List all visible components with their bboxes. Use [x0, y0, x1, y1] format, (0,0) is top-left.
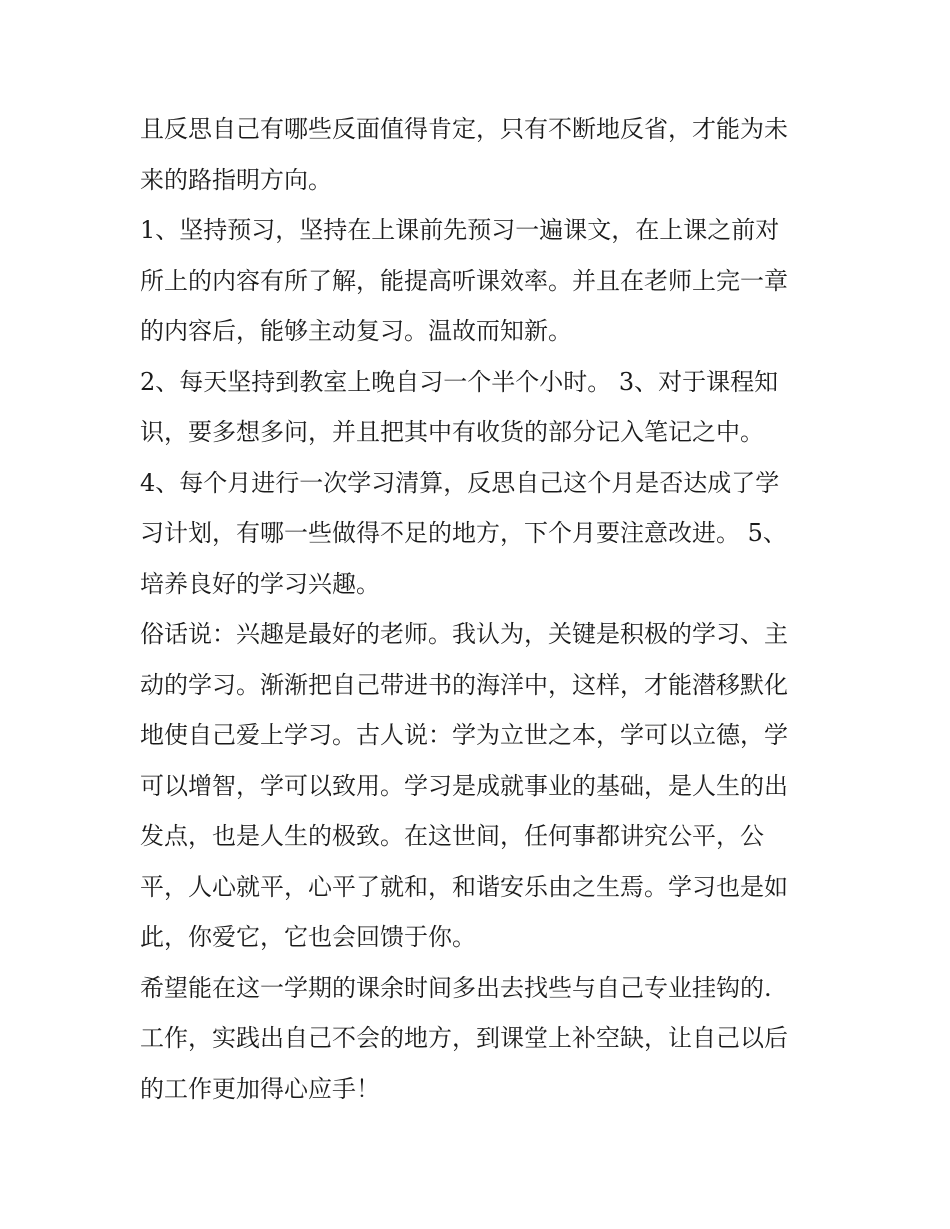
body-text: [140, 104, 820, 1114]
text-line: 且反思自己有哪些反面值得肯定，只有不断地反省，才能为未: [140, 115, 788, 143]
text-line: 俗话说：兴趣是最好的老师。我认为，关键是积极的学习、主: [140, 620, 788, 648]
text-line: 地使自己爱上学习。古人说：学为立世之本，学可以立德，学: [140, 721, 788, 749]
text-line: 可以增智，学可以致用。学习是成就事业的基础，是人生的出: [140, 771, 788, 800]
text-line: 2、每天坚持到教室上晚自习一个半个小时。 3、对于课程知: [140, 367, 779, 396]
text-line: 动的学习。渐渐把自己带进书的海洋中，这样，才能潜移默化: [140, 670, 788, 699]
text-line: 工作，实践出自己不会的地方，到课堂上补空缺，让自己以后: [140, 1024, 788, 1052]
text-line: 所上的内容有所了解，能提高听课效率。并且在老师上完一章: [140, 266, 788, 295]
text-line: 来的路指明方向。: [140, 165, 332, 194]
text-line: 此，你爱它，它也会回馈于你。: [140, 923, 476, 951]
text-line: 4、每个月进行一次学习清算，反思自己这个月是否达成了学: [140, 468, 780, 497]
text-line: 的工作更加得心应手！: [140, 1074, 380, 1103]
text-line: 识，要多想多问，并且把其中有收货的部分记入笔记之中。: [140, 418, 764, 446]
text-line: 发点，也是人生的极致。在这世间，任何事都讲究公平，公: [140, 822, 764, 850]
text-line: 的内容后，能够主动复习。温故而知新。: [140, 317, 572, 345]
text-line: 习计划，有哪一些做得不足的地方，下个月要注意改进。 5、: [140, 519, 787, 547]
text-line: 平，人心就平，心平了就和，和谐安乐由之生焉。学习也是如: [140, 872, 788, 901]
text-line: 培养良好的学习兴趣。: [140, 569, 380, 598]
text-line: 希望能在这一学期的课余时间多出去找些与自己专业挂钩的.: [140, 973, 772, 1002]
text-line: 1、坚持预习，坚持在上课前先预习一遍课文，在上课之前对: [140, 216, 780, 244]
